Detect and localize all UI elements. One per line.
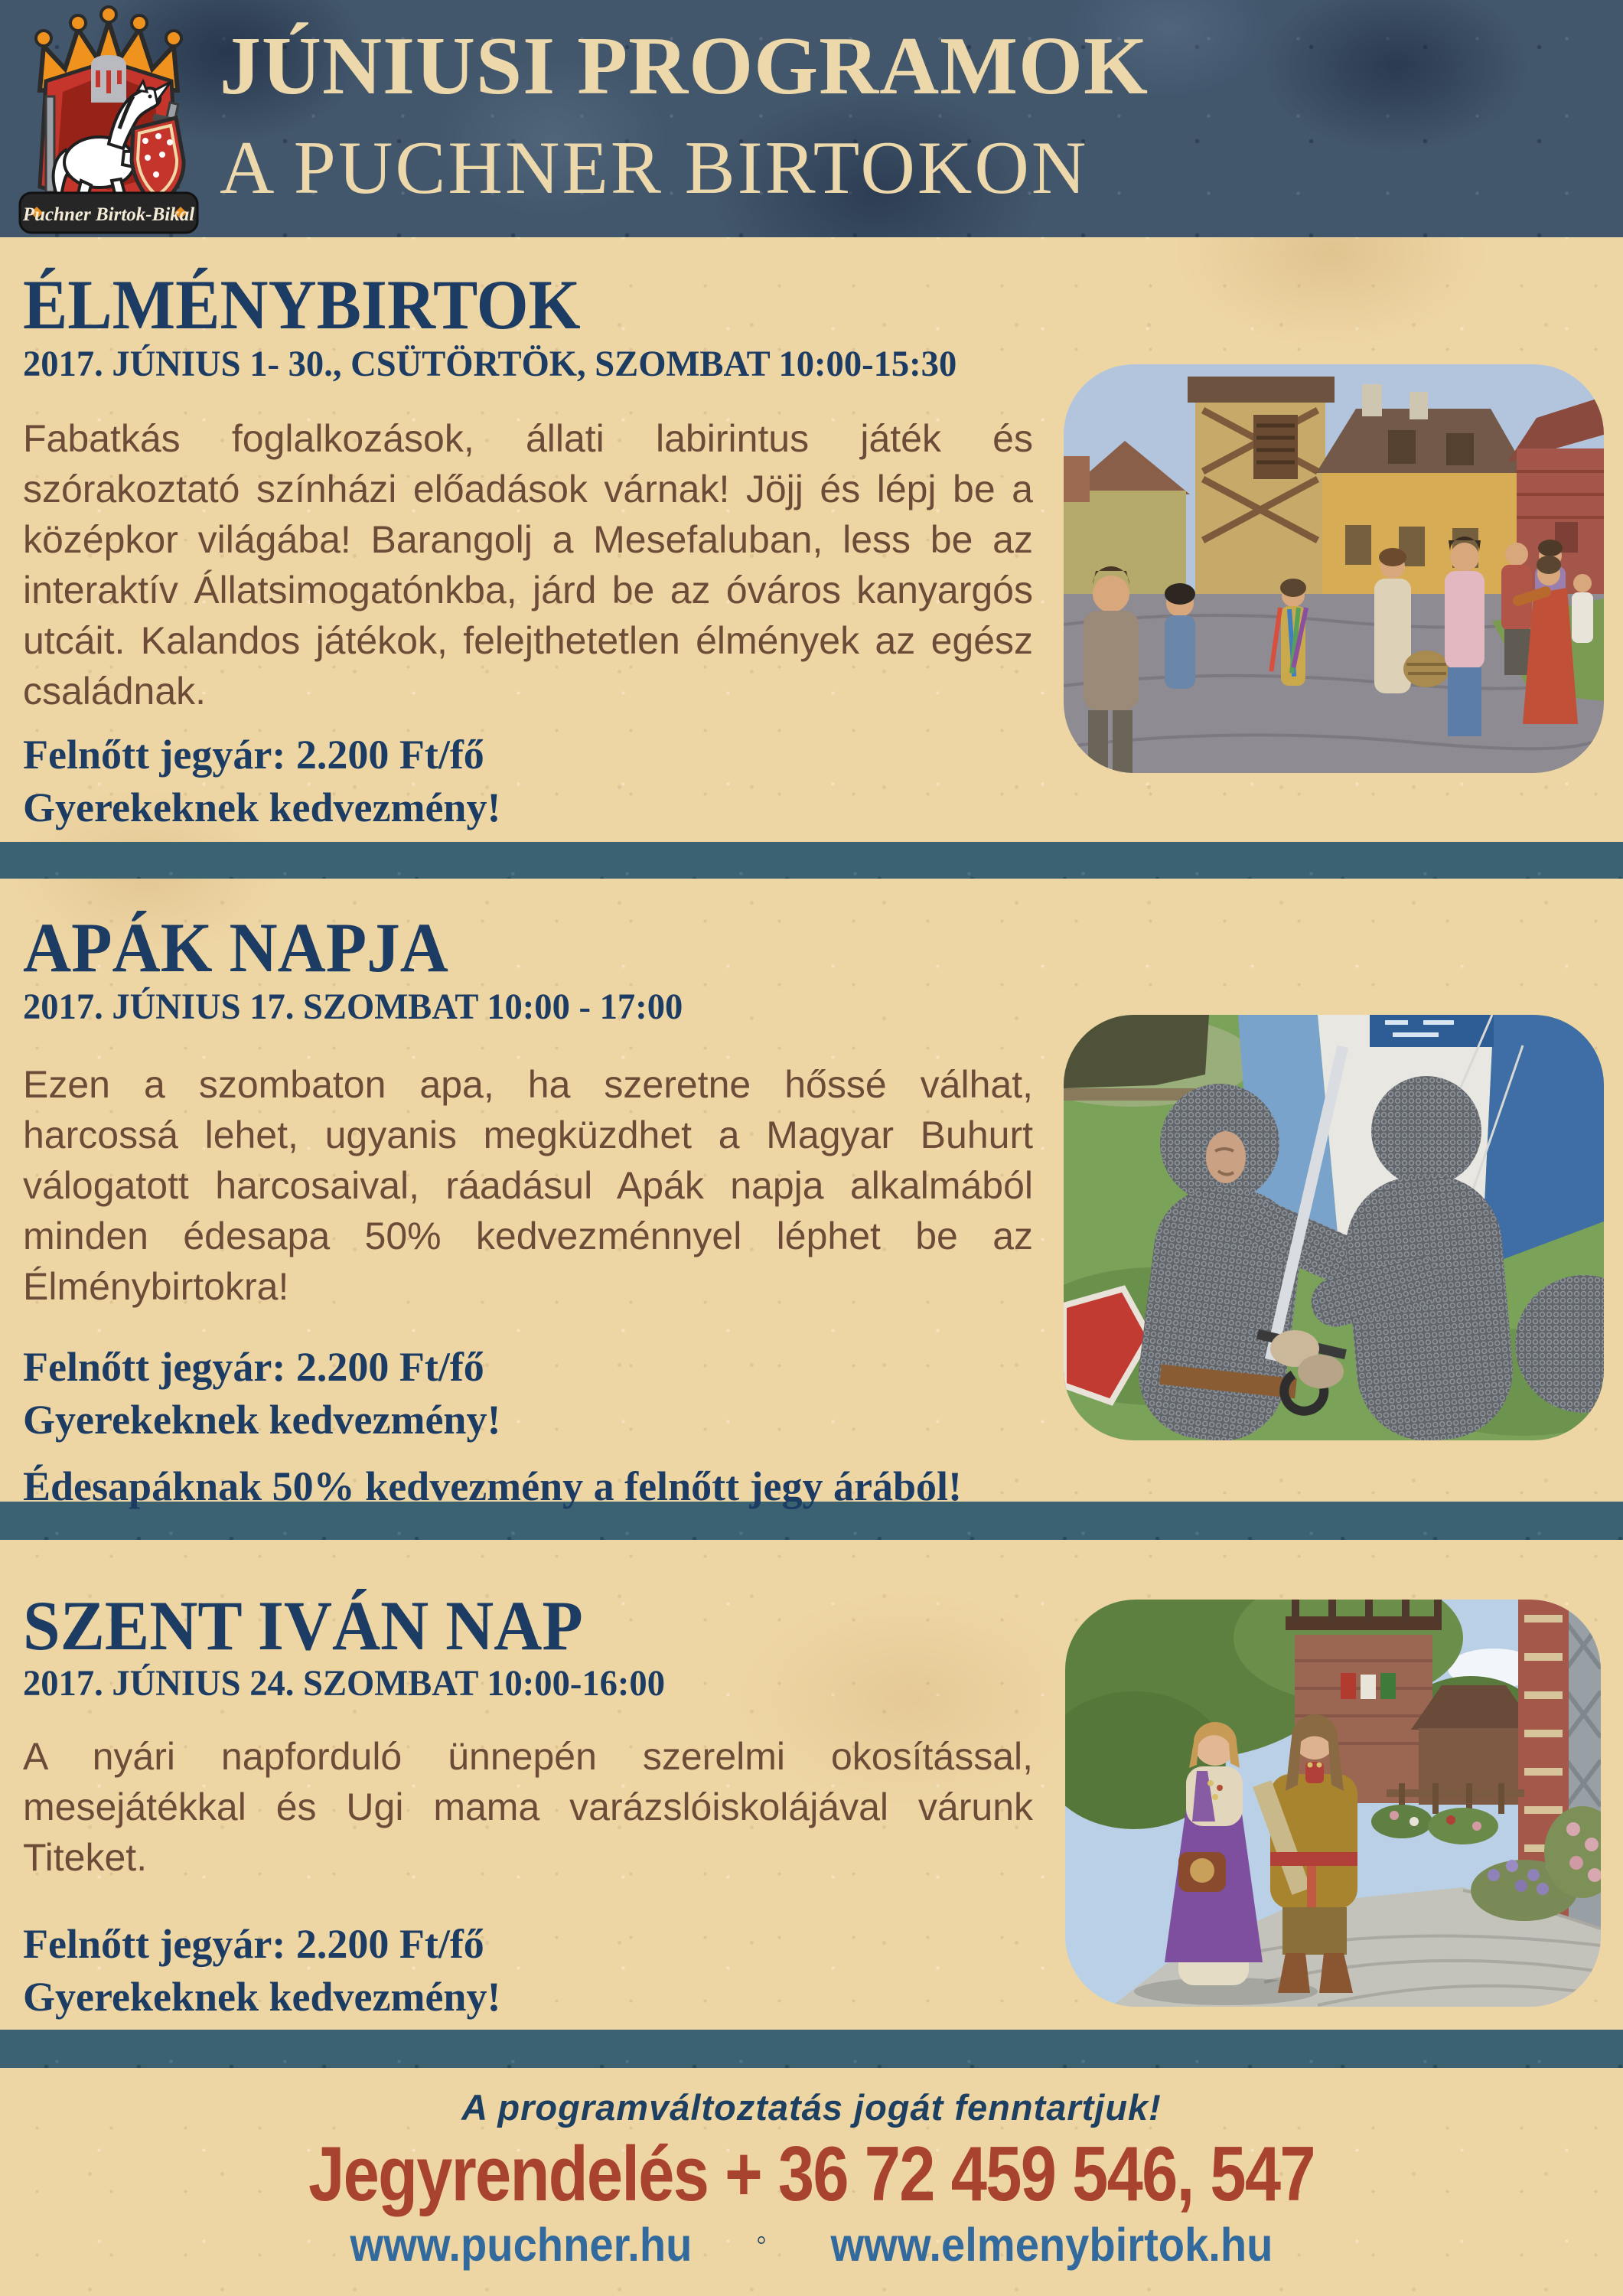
poster-title-line2: A PUCHNER BIRTOKON — [220, 126, 1089, 210]
price-block-szent-ivan-nap — [23, 1918, 500, 2024]
section-date-elmenybirtok: 2017. JÚNIUS 1- 30., CSÜTÖRTÖK, SZOMBAT 10:00-15:30 — [23, 344, 957, 384]
price-block-apak-napja — [23, 1341, 962, 1513]
poster-title-line1: JÚNIUSI PROGRAMOK — [220, 21, 1149, 112]
section-title-elmenybirtok: ÉLMÉNYBIRTOK — [23, 266, 581, 344]
puchner-logo — [18, 5, 199, 234]
section-body-szent-ivan-nap: A nyári napforduló ünnepén szerelmi okosítással, mesejátékkal és Ugi mama varázslóiskolájával várunk Titeket. — [23, 1735, 1033, 1879]
price-block-elmenybirtok — [23, 729, 500, 834]
website-elmenybirtok: www.elmenybirtok.hu — [830, 2219, 1273, 2271]
chainmail-knights-photo — [1064, 1015, 1604, 1440]
price-line: Felnőtt jegyár: 2.200 Ft/fő — [23, 1921, 484, 1967]
price-line: Gyerekeknek kedvezmény! — [23, 784, 501, 831]
price-line: Felnőtt jegyár: 2.200 Ft/fő — [23, 1344, 484, 1390]
website-puchner: www.puchner.hu — [350, 2219, 693, 2271]
footer-websites — [65, 2218, 1558, 2272]
section-date-apak-napja: 2017. JÚNIUS 17. SZOMBAT 10:00 - 17:00 — [23, 987, 683, 1027]
teal-divider — [0, 2030, 1623, 2068]
logo-banner — [20, 193, 197, 233]
section-body-elmenybirtok: Fabatkás foglalkozások, állati labirintus játék és szórakoztató színházi előadások várnak! Jöjj és lépj be a középkor világába! Barangolj a Mesefaluban, less be az interaktív Állatsimogatónkba, járd be az óváros kanyargós utcáit. Kalandos játékok, felejthetetlen élmények az egész családnak. — [23, 417, 1033, 713]
price-line: Édesapáknak 50% kedvezmény a felnőtt jegy árából! — [23, 1463, 962, 1510]
section-date-szent-ivan-nap: 2017. JÚNIUS 24. SZOMBAT 10:00-16:00 — [23, 1663, 665, 1704]
section-title-apak-napja: APÁK NAPJA — [23, 908, 448, 987]
price-line: Gyerekeknek kedvezmény! — [23, 1397, 501, 1443]
logo-banner-text: Puchner Birtok-Bikal — [22, 204, 195, 225]
price-line: Felnőtt jegyár: 2.200 Ft/fő — [23, 732, 484, 778]
puchner-crest-icon — [18, 5, 199, 234]
section-title-szent-ivan-nap: SZENT IVÁN NAP — [23, 1587, 583, 1665]
footer-disclaimer: A programváltoztatás jogát fenntartjuk! — [461, 2087, 1162, 2128]
price-line: Gyerekeknek kedvezmény! — [23, 1974, 501, 2020]
medieval-village-crowd-photo — [1064, 364, 1604, 773]
dot-separator-icon: ◦ — [756, 2221, 767, 2257]
viking-couple-photo — [1065, 1600, 1601, 2007]
section-body-apak-napja: Ezen a szombaton apa, ha szeretne hőssé válhat, harcossá lehet, ugyanis megküzdhet a Magyar Buhurt válogatott harcosaival, ráadásul Apák napja alkalmából minden édesapa 50% kedvezménnyel léphet be az Élménybirtokra! — [23, 1063, 1033, 1308]
teal-divider — [0, 842, 1623, 879]
poster-header — [0, 0, 1623, 237]
footer-booking-phone: Jegyrendelés + 36 72 459 546, 547 — [308, 2131, 1315, 2217]
